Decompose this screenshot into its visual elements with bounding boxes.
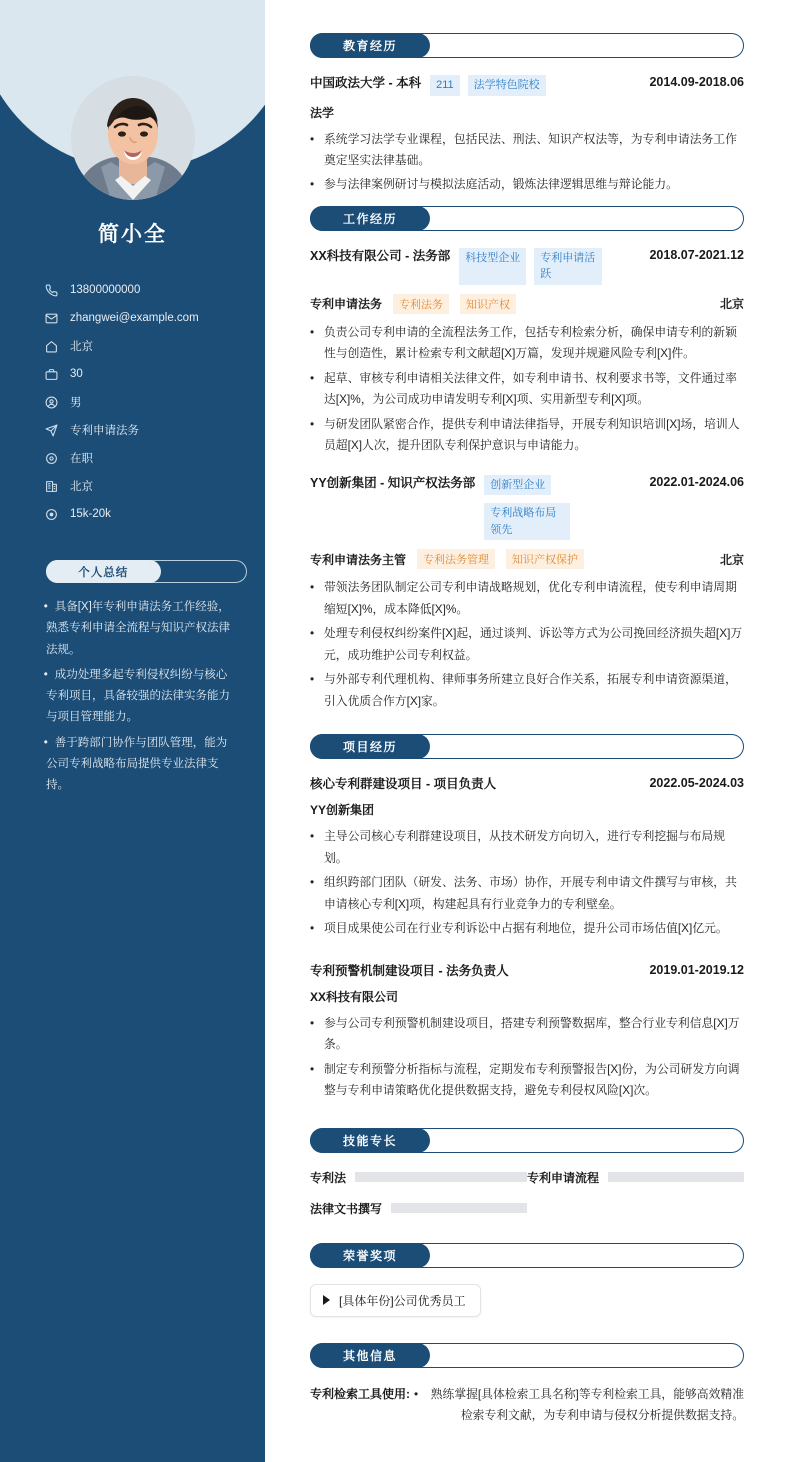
project-bullets (310, 1013, 744, 1102)
contact-email (44, 304, 265, 332)
section-header-fill (310, 734, 430, 759)
section-title: 其他信息 (342, 1348, 397, 1363)
work-bullets (310, 577, 744, 712)
list-item: • 主导公司核心专利群建设项目，从技术研发方向切入，进行专利挖掘与布局规划。 (310, 826, 744, 869)
contact-work-city-text: 北京 (70, 481, 93, 493)
role-tag: 专利法务管理 (417, 549, 495, 569)
section-title: 工作经历 (342, 211, 397, 226)
list-item: • 负责公司专利申请的全流程法务工作，包括专利检索分析，确保申请专利的新颖性与创造性，累计检索专利文献超[X]万篇，发现并规避风险专利[X]件。 (310, 322, 744, 365)
list-item: • 起草、审核专利申请相关法律文件，如专利申请书、权利要求书等，文件通过率达[X]%，为公司成功申请发明专利[X]项、实用新型专利[X]项。 (310, 368, 744, 411)
section-education (310, 33, 744, 196)
contact-age (44, 360, 265, 388)
section-work (310, 206, 744, 712)
play-triangle-icon (323, 1295, 330, 1305)
section-skills (310, 1128, 744, 1217)
tag: 法学特色院校 (468, 75, 546, 96)
contact-list (0, 276, 265, 528)
company-name: YY创新集团 - 知识产权法务部 (310, 475, 476, 490)
avatar (71, 76, 195, 200)
role-title: 专利申请法务主管 (310, 552, 407, 567)
role-tag: 知识产权 (460, 294, 516, 314)
work-date: 2018.07-2021.12 (649, 247, 744, 262)
work-location: 北京 (719, 552, 744, 567)
section-header-work (310, 206, 744, 231)
section-header-fill (310, 1128, 430, 1153)
work-bullets (310, 322, 744, 457)
list-item: • 参与公司专利预警机制建设项目，搭建专利预警数据库，整合行业专利信息[X]万条。 (310, 1013, 744, 1056)
email-icon (44, 311, 59, 326)
role-tag: 专利法务 (393, 294, 449, 314)
contact-age-text: 30 (70, 368, 83, 380)
section-header-project (310, 734, 744, 759)
project-entry (310, 775, 744, 939)
tag: 创新型企业 (484, 475, 551, 496)
list-item: • 善于跨部门协作与团队管理，能为公司专利战略布局提供专业法律支持。 (46, 733, 235, 797)
contact-phone (44, 276, 265, 304)
home-icon (44, 339, 59, 354)
contact-status (44, 444, 265, 472)
contact-gender (44, 388, 265, 416)
section-header-fill (310, 1343, 430, 1368)
contact-phone-text: 13800000000 (70, 284, 141, 296)
skill-item (527, 1169, 744, 1186)
list-item: • 项目成果使公司在行业专利诉讼中占据有利地位，提升公司市场估值[X]亿元。 (310, 918, 744, 939)
major-name: 法学 (310, 105, 335, 120)
skill-label: 专利法 (310, 1170, 347, 1185)
paper-plane-icon (44, 423, 59, 438)
section-header-fill (310, 33, 430, 58)
person-name: 简小全 (98, 223, 167, 246)
skill-label: 专利申请流程 (527, 1170, 600, 1185)
list-item: • 处理专利侵权纠纷案件[X]起，通过谈判、诉讼等方式为公司挽回经济损失超[X]万元，成功维护公司专利权益。 (310, 623, 744, 666)
project-name: 核心专利群建设项目 - 项目负责人 (310, 777, 497, 792)
contact-hometown-text: 北京 (70, 341, 93, 353)
contact-hometown (44, 332, 265, 360)
section-title: 项目经历 (342, 740, 397, 755)
entry-header (310, 247, 744, 285)
section-other (310, 1343, 744, 1427)
role-tag: 知识产权保护 (506, 549, 584, 569)
work-date: 2022.01-2024.06 (649, 474, 744, 489)
section-title: 技能专长 (342, 1133, 397, 1148)
section-title: 荣誉奖项 (342, 1248, 397, 1263)
entry-header (310, 775, 744, 793)
sidebar-section-header-summary (46, 560, 247, 583)
list-item: • 系统学习法学专业课程，包括民法、刑法、知识产权法等，为专利申请法务工作奠定坚实法律基础。 (310, 129, 744, 172)
project-company: YY创新集团 (310, 803, 375, 818)
list-item: • 制定专利预警分析指标与流程，定期发布专利预警报告[X]份，为公司研发方向调整与专利申请策略优化提供数据支持，避免专利侵权风险[X]次。 (310, 1059, 744, 1102)
contact-email-text: zhangwei@example.com (70, 312, 199, 324)
status-icon (44, 451, 59, 466)
summary-list (46, 597, 235, 796)
list-item: • 成功处理多起专利侵权纠纷与核心专利项目，具备较强的法律实务能力与项目管理能力。 (46, 665, 235, 729)
section-project (310, 734, 744, 1101)
section-header-fill (310, 1243, 430, 1268)
sidebar-pill-fill (46, 560, 161, 583)
tag: 科技型企业 (459, 248, 526, 285)
role-row (310, 294, 744, 314)
honors-list (310, 1284, 744, 1317)
other-info-label: 专利检索工具使用: (310, 1386, 410, 1401)
skill-level-bar (355, 1172, 527, 1182)
entry-header (310, 74, 744, 96)
skill-item (310, 1169, 527, 1186)
section-header-honors (310, 1243, 744, 1268)
role-row (310, 549, 744, 569)
tag: 211 (430, 75, 460, 96)
tag: 专利战略布局领先 (484, 503, 570, 540)
phone-icon (44, 283, 59, 298)
list-item: • 参与法律案例研讨与模拟法庭活动，锻炼法律逻辑思维与辩论能力。 (310, 174, 744, 195)
section-header-fill (310, 206, 430, 231)
tag: 专利申请活跃 (534, 248, 602, 285)
honor-item[interactable] (310, 1284, 481, 1317)
list-item: • 与研发团队紧密合作，提供专利申请法律指导，开展专利知识培训[X]场，培训人员超[X]人次，提升团队专利保护意识与申请能力。 (310, 414, 744, 457)
gender-icon (44, 395, 59, 410)
avatar-photo (71, 76, 195, 200)
project-date: 2019.01-2019.12 (649, 962, 744, 977)
honor-text: [具体年份]公司优秀员工 (339, 1293, 466, 1308)
list-item: • 组织跨部门团队（研发、法务、市场）协作，开展专利申请文件撰写与审核，共申请核心专利[X]项，构建起具有行业竞争力的专利壁垒。 (310, 872, 744, 915)
contact-position-text: 专利申请法务 (70, 425, 139, 437)
work-location: 北京 (719, 297, 744, 312)
project-date: 2022.05-2024.03 (649, 776, 744, 791)
sidebar (0, 0, 265, 1462)
work-entry (310, 247, 744, 457)
entry-header (310, 962, 744, 980)
contact-salary-text: 15k-20k (70, 508, 111, 520)
contact-gender-text: 男 (70, 397, 82, 409)
salary-icon (44, 507, 59, 522)
sidebar-section-title: 个人总结 (78, 566, 129, 579)
list-item: • 与外部专利代理机构、律师事务所建立良好合作关系，拓展专利申请资源渠道，引入优质合作方[X]家。 (310, 669, 744, 712)
work-entry (310, 474, 744, 712)
section-honors (310, 1243, 744, 1317)
main-content (265, 0, 794, 1462)
education-date: 2014.09-2018.06 (649, 75, 744, 89)
skill-level-bar (608, 1172, 744, 1182)
project-entry (310, 962, 744, 1102)
section-header-education (310, 33, 744, 58)
education-bullets (310, 129, 744, 196)
company-name: XX科技有限公司 - 法务部 (310, 248, 451, 263)
company-tags (484, 474, 640, 541)
contact-salary (44, 500, 265, 528)
skill-item (310, 1200, 527, 1217)
skill-level-bar (391, 1203, 527, 1213)
contact-status-text: 在职 (70, 453, 93, 465)
section-title: 教育经历 (342, 39, 397, 53)
skill-label: 法律文书撰写 (310, 1201, 383, 1216)
education-tags (430, 74, 640, 96)
briefcase-icon (44, 367, 59, 382)
school-name: 中国政法大学 - 本科 (310, 76, 422, 90)
project-company: XX科技有限公司 (310, 989, 399, 1004)
entry-header (310, 474, 744, 541)
section-header-skills (310, 1128, 744, 1153)
contact-work-city (44, 472, 265, 500)
list-item: • 熟练掌握[具体检索工具名称]等专利检索工具，能够高效精准检索专利文献，为专利申请与侵权分析提供数据支持。 (414, 1384, 744, 1427)
building-icon (44, 479, 59, 494)
contact-position (44, 416, 265, 444)
skills-grid (310, 1169, 744, 1217)
education-entry (310, 74, 744, 196)
project-bullets (310, 826, 744, 939)
list-item: • 带领法务团队制定公司专利申请战略规划，优化专利申请流程，使专利申请周期缩短[X]%，成本降低[X]%。 (310, 577, 744, 620)
list-item: • 具备[X]年专利申请法务工作经验，熟悉专利申请全流程与知识产权法律法规。 (46, 597, 235, 661)
section-header-other (310, 1343, 744, 1368)
company-tags (459, 247, 640, 285)
role-title: 专利申请法务 (310, 297, 383, 312)
project-name: 专利预警机制建设项目 - 法务负责人 (310, 963, 509, 978)
